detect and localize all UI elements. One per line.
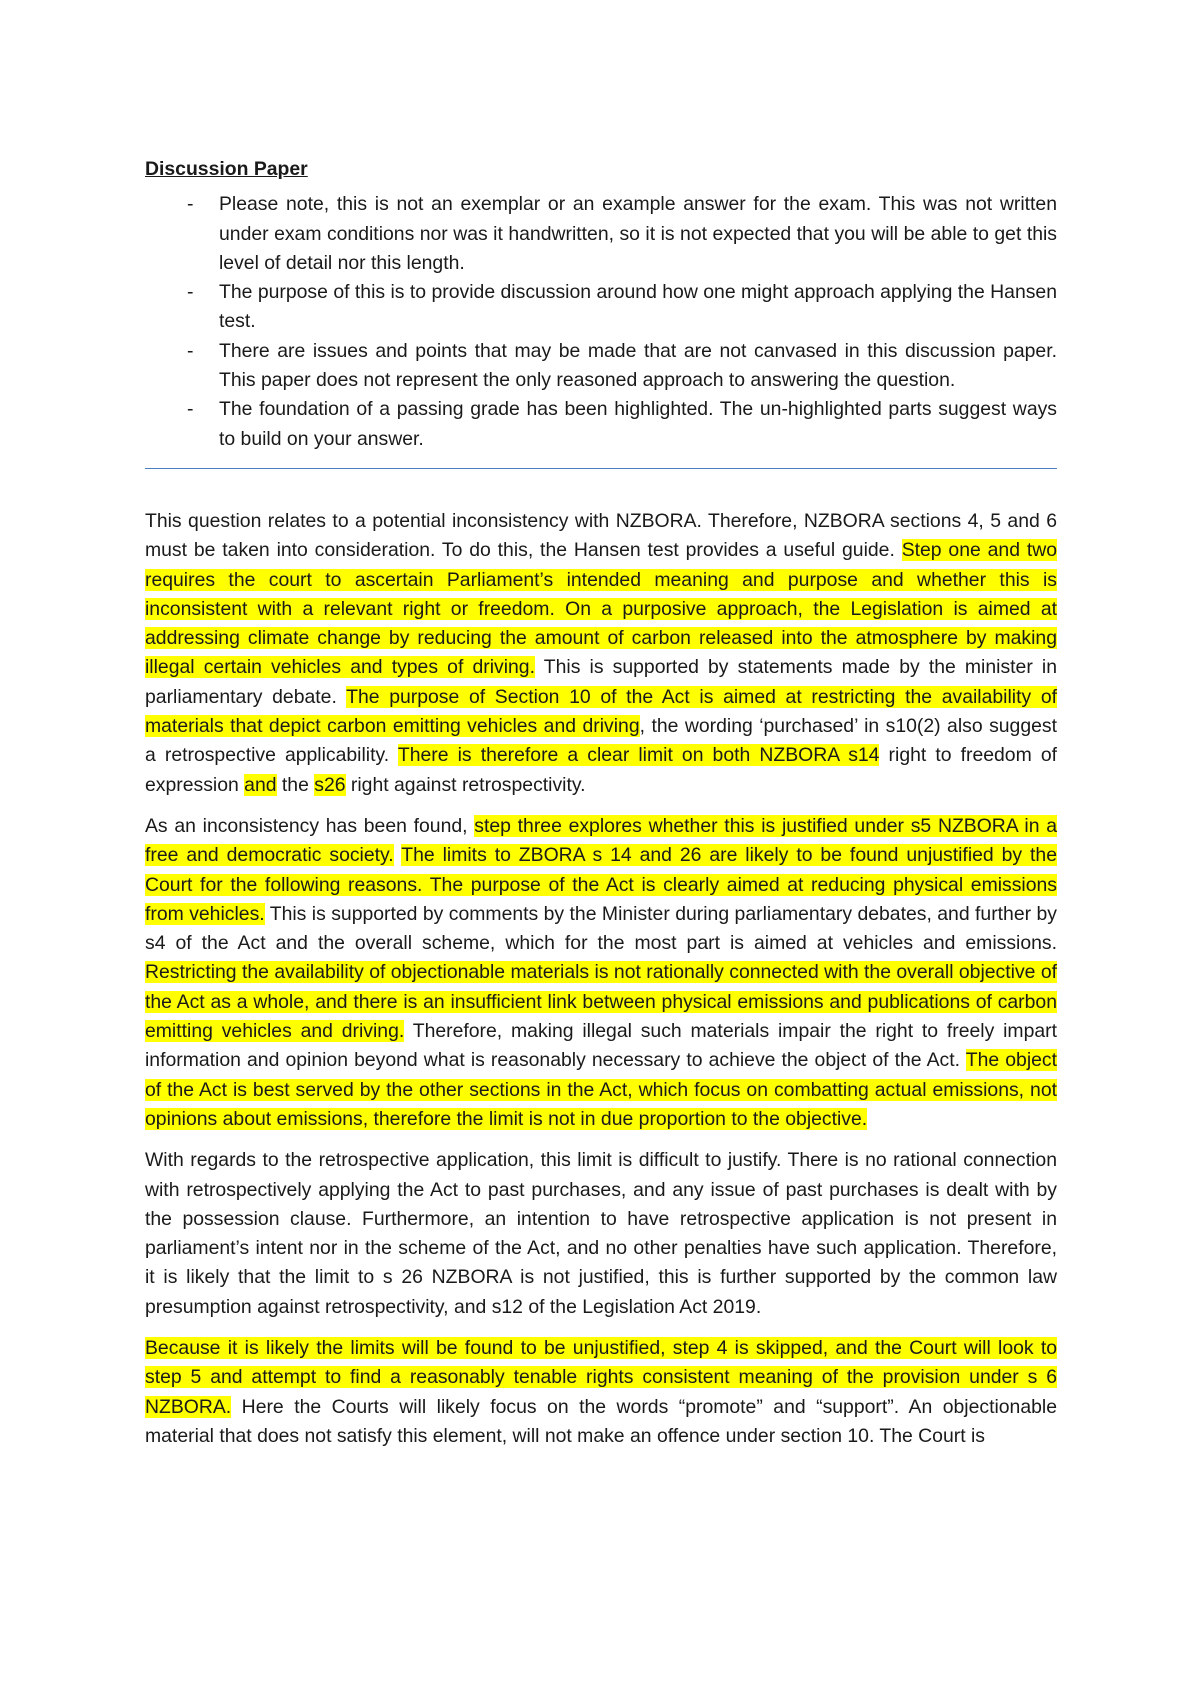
paragraph-text: right to freedom of expression [145, 744, 1057, 796]
highlighted-text: The object of the Act is best served by the other sections in the Act, which focus on combatting actual emissions, not opinions about emissions, therefore the limit is not in due proportion to the objective. [145, 1049, 1058, 1130]
note-item [145, 190, 1057, 278]
highlighted-text: Step one and two requires the court to ascertain Parliament’s intended meaning and purpose and whether this is inconsistent with a relevant right or freedom. On a purposive approach, the Legislation is aimed at addressing climate change by reducing the amount of carbon released into the atmosphere by making illegal certain vehicles and types of driving. [145, 539, 1057, 679]
highlighted-text: Restricting the availability of objectionable materials is not rationally connected with the overall objective of the Act as a whole, and there is an insufficient link between physical emissions and publications of carbon emitting vehicles and driving. [145, 961, 1057, 1043]
note-item [145, 278, 1057, 337]
body-paragraphs [145, 507, 1057, 1451]
body-paragraph [145, 507, 1057, 800]
note-item [145, 395, 1057, 454]
body-paragraph [145, 812, 1057, 1134]
paragraph-text: Therefore, making illegal such materials impair the right to freely impart information and opinion beyond what is reasonably necessary to achieve the object of the Act. [145, 1020, 1057, 1072]
body-paragraph [145, 1146, 1057, 1322]
document-page [145, 155, 1057, 1463]
note-text: The foundation of a passing grade has been highlighted. The un-highlighted parts suggest ways to build on your answer. [219, 398, 1057, 450]
highlighted-text: There is therefore a clear limit on both NZBORA s14 [397, 744, 880, 767]
paragraph-text: , the wording ‘purchased’ in s10(2) also suggest a retrospective applicability. [145, 715, 1057, 767]
paragraph-text: This is supported by statements made by the minister in parliamentary debate. [145, 656, 1058, 708]
paragraph-text: This question relates to a potential inconsistency with NZBORA. Therefore, NZBORA sections 4, 5 and 6 must be taken into consideration. To do this, the Hansen test provides a useful guide. [145, 509, 1057, 562]
document-title: Discussion Paper [145, 158, 308, 180]
paragraph-text: With regards to the retrospective application, this limit is difficult to justify. There is no rational connection with retrospectively applying the Act to past purchases, and any issue of past purchases is dealt with by the possession clause. Furthermore, an intention to have retrospective application is not present in parliament’s intent nor in the scheme of the Act, and no other penalties have such application. Therefore, it is likely that the limit to s 26 NZBORA is not justified, this is further supported by the common law presumption against retrospectivity, and s12 of the Legislation Act 2019. [145, 1149, 1057, 1318]
note-text: Please note, this is not an exemplar or an example answer for the exam. This was not written under exam conditions nor was it handwritten, so it is not expected that you will be able to get this level of detail nor this length. [219, 193, 1057, 274]
paragraph-text: the [276, 773, 315, 796]
highlighted-text: and [244, 773, 277, 796]
paragraph-text: right against retrospectivity. [345, 773, 586, 796]
note-item [145, 337, 1057, 396]
highlighted-text: The limits to ZBORA s 14 and 26 are likely to be found unjustified by the Court for the following reasons. The purpose of the Act is clearly aimed at reducing physical emissions from vehicles. [145, 844, 1057, 925]
horizontal-rule [145, 468, 1057, 469]
note-text: The purpose of this is to provide discussion around how one might approach applying the Hansen test. [219, 281, 1057, 333]
notes-list [145, 190, 1057, 454]
note-text: There are issues and points that may be made that are not canvased in this discussion paper. This paper does not represent the only reasoned approach to answering the question. [219, 339, 1057, 392]
dash-bullet: - [187, 281, 194, 304]
dash-bullet: - [187, 398, 194, 421]
paragraph-text: This is supported by comments by the Minister during parliamentary debates, and further by s4 of the Act and the overall scheme, which for the most part is aimed at vehicles and emissions. [145, 902, 1057, 955]
highlighted-text: The purpose of Section 10 of the Act is aimed at restricting the availability of materials that depict carbon emitting vehicles and driving [145, 685, 1057, 738]
dash-bullet: - [187, 339, 194, 362]
highlighted-text: step three explores whether this is justified under s5 NZBORA in a free and democratic society. [145, 814, 1058, 867]
dash-bullet: - [187, 193, 194, 216]
body-paragraph [145, 1334, 1057, 1451]
paragraph-text: As an inconsistency has been found, [145, 814, 475, 837]
paragraph-text: Here the Courts will likely focus on the words “promote” and “support”. An objectionable material that does not satisfy this element, will not make an offence under section 10. The Court is [145, 1395, 1057, 1447]
highlighted-text: s26 [314, 773, 346, 796]
highlighted-text: Because it is likely the limits will be found to be unjustified, step 4 is skipped, and the Court will look to step 5 and attempt to find a reasonably tenable rights consistent meaning of the provision under s 6 NZBORA. [145, 1336, 1057, 1418]
